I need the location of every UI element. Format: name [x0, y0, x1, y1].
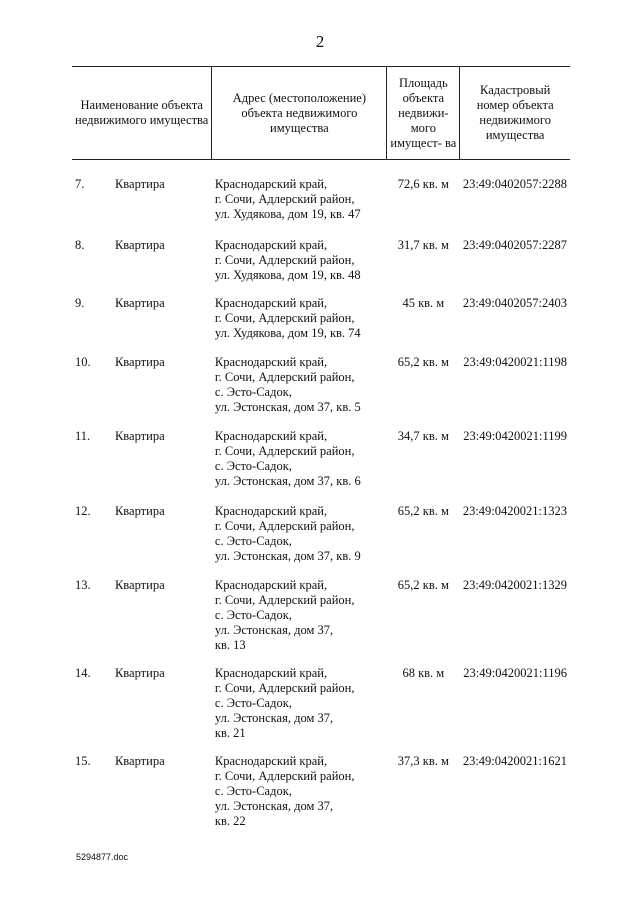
address-line: Краснодарский край, [214, 295, 328, 310]
header-area: Площадь объекта недвижи- мого имущест- ва [387, 67, 460, 160]
row-number: 13. [75, 577, 91, 592]
address-line: кв. 22 [214, 813, 246, 828]
header-address: Адрес (местоположение) объекта недвижимого имущества [212, 67, 387, 160]
address-line: с. Эсто-Садок, [214, 384, 292, 399]
address-line: ул. Эстонская, дом 37, кв. 9 [214, 548, 361, 563]
address-line: г. Сочи, Адлерский район, [214, 592, 355, 607]
address-line: г. Сочи, Адлерский район, [214, 192, 355, 206]
cadastral-number: 23:49:0420021:1621 [462, 753, 567, 768]
cadastral-number: 23:49:0420021:1198 [463, 354, 567, 369]
object-area: 37,3 кв. м [397, 753, 449, 768]
address-line: г. Сочи, Адлерский район, [214, 680, 355, 695]
object-area: 65,2 кв. м [397, 577, 449, 592]
table-row [72, 355, 570, 429]
table-header-row [72, 67, 570, 160]
address-line: Краснодарский край, [214, 177, 328, 191]
object-area: 34,7 кв. м [397, 428, 449, 443]
object-area: 45 кв. м [402, 295, 445, 310]
address-line: г. Сочи, Адлерский район, [214, 252, 355, 267]
address-line: с. Эсто-Садок, [214, 607, 292, 622]
object-name: Квартира [114, 177, 165, 191]
address-line: Краснодарский край, [214, 354, 328, 369]
object-area: 72,6 кв. м [397, 177, 449, 191]
row-number: 11. [75, 428, 91, 443]
address-line: Краснодарский край, [214, 753, 328, 768]
table-row [72, 160, 570, 238]
object-name: Квартира [114, 577, 165, 592]
file-reference: 5294877.doc [76, 852, 129, 862]
address-line: Краснодарский край, [214, 428, 328, 443]
object-address [212, 504, 387, 578]
address-line: с. Эсто-Садок, [214, 458, 292, 473]
property-table [72, 66, 570, 842]
cadastral-number: 23:49:0420021:1323 [462, 503, 567, 518]
object-name: Квартира [114, 354, 165, 369]
row-number: 9. [75, 295, 85, 310]
table-row [72, 238, 570, 296]
object-address [212, 666, 387, 754]
table-row [72, 754, 570, 842]
row-number: 7. [75, 177, 85, 191]
table-row [72, 296, 570, 355]
object-address [212, 160, 387, 238]
address-line: ул. Эстонская, дом 37, кв. 5 [214, 399, 361, 414]
table-row [72, 429, 570, 504]
object-address [212, 296, 387, 355]
address-line: г. Сочи, Адлерский район, [214, 518, 355, 533]
object-name: Квартира [114, 428, 165, 443]
object-area: 68 кв. м [402, 665, 445, 680]
row-number: 10. [75, 354, 91, 369]
object-address [212, 429, 387, 504]
header-cadastral: Кадастровый номер объекта недвижимого имущества [460, 67, 570, 160]
table-row [72, 666, 570, 754]
cadastral-number: 23:49:0402057:2288 [462, 177, 567, 191]
object-address [212, 355, 387, 429]
cadastral-number: 23:49:0420021:1199 [463, 428, 567, 443]
object-address [212, 754, 387, 842]
address-line: ул. Худякова, дом 19, кв. 47 [214, 207, 361, 221]
address-line: Краснодарский край, [214, 577, 328, 592]
address-line: Краснодарский край, [214, 665, 328, 680]
object-name: Квартира [114, 295, 165, 310]
object-name: Квартира [114, 503, 165, 518]
row-number: 14. [75, 665, 91, 680]
object-area: 65,2 кв. м [397, 354, 449, 369]
row-number: 8. [75, 237, 85, 252]
cadastral-number: 23:49:0420021:1329 [462, 577, 567, 592]
address-line: с. Эсто-Садок, [214, 695, 292, 710]
address-line: ул. Худякова, дом 19, кв. 48 [214, 267, 361, 282]
object-name: Квартира [114, 665, 165, 680]
address-line: с. Эсто-Садок, [214, 533, 292, 548]
object-name: Квартира [114, 753, 165, 768]
table-row [72, 504, 570, 578]
address-line: г. Сочи, Адлерский район, [214, 310, 355, 325]
cadastral-number: 23:49:0402057:2287 [462, 237, 567, 252]
header-name: Наименование объекта недвижимого имущества [72, 67, 212, 160]
address-line: ул. Эстонская, дом 37, [214, 710, 334, 725]
cadastral-number: 23:49:0420021:1196 [463, 665, 567, 680]
object-area: 31,7 кв. м [397, 237, 449, 252]
address-line: с. Эсто-Садок, [214, 783, 292, 798]
address-line: ул. Худякова, дом 19, кв. 74 [214, 325, 361, 340]
table-row [72, 578, 570, 666]
address-line: ул. Эстонская, дом 37, [214, 798, 334, 813]
address-line: г. Сочи, Адлерский район, [214, 369, 355, 384]
address-line: г. Сочи, Адлерский район, [214, 768, 355, 783]
object-address [212, 238, 387, 296]
address-line: кв. 21 [214, 725, 246, 740]
address-line: кв. 13 [214, 637, 246, 652]
object-address [212, 578, 387, 666]
object-area: 65,2 кв. м [397, 503, 449, 518]
page-number: 2 [315, 32, 325, 51]
table-body [72, 160, 570, 842]
row-number: 15. [75, 753, 91, 768]
address-line: г. Сочи, Адлерский район, [214, 443, 355, 458]
address-line: ул. Эстонская, дом 37, [214, 622, 334, 637]
cadastral-number: 23:49:0402057:2403 [462, 295, 567, 310]
address-line: ул. Эстонская, дом 37, кв. 6 [214, 473, 361, 488]
address-line: Краснодарский край, [214, 237, 328, 252]
address-line: Краснодарский край, [214, 503, 328, 518]
row-number: 12. [75, 503, 91, 518]
object-name: Квартира [114, 237, 165, 252]
